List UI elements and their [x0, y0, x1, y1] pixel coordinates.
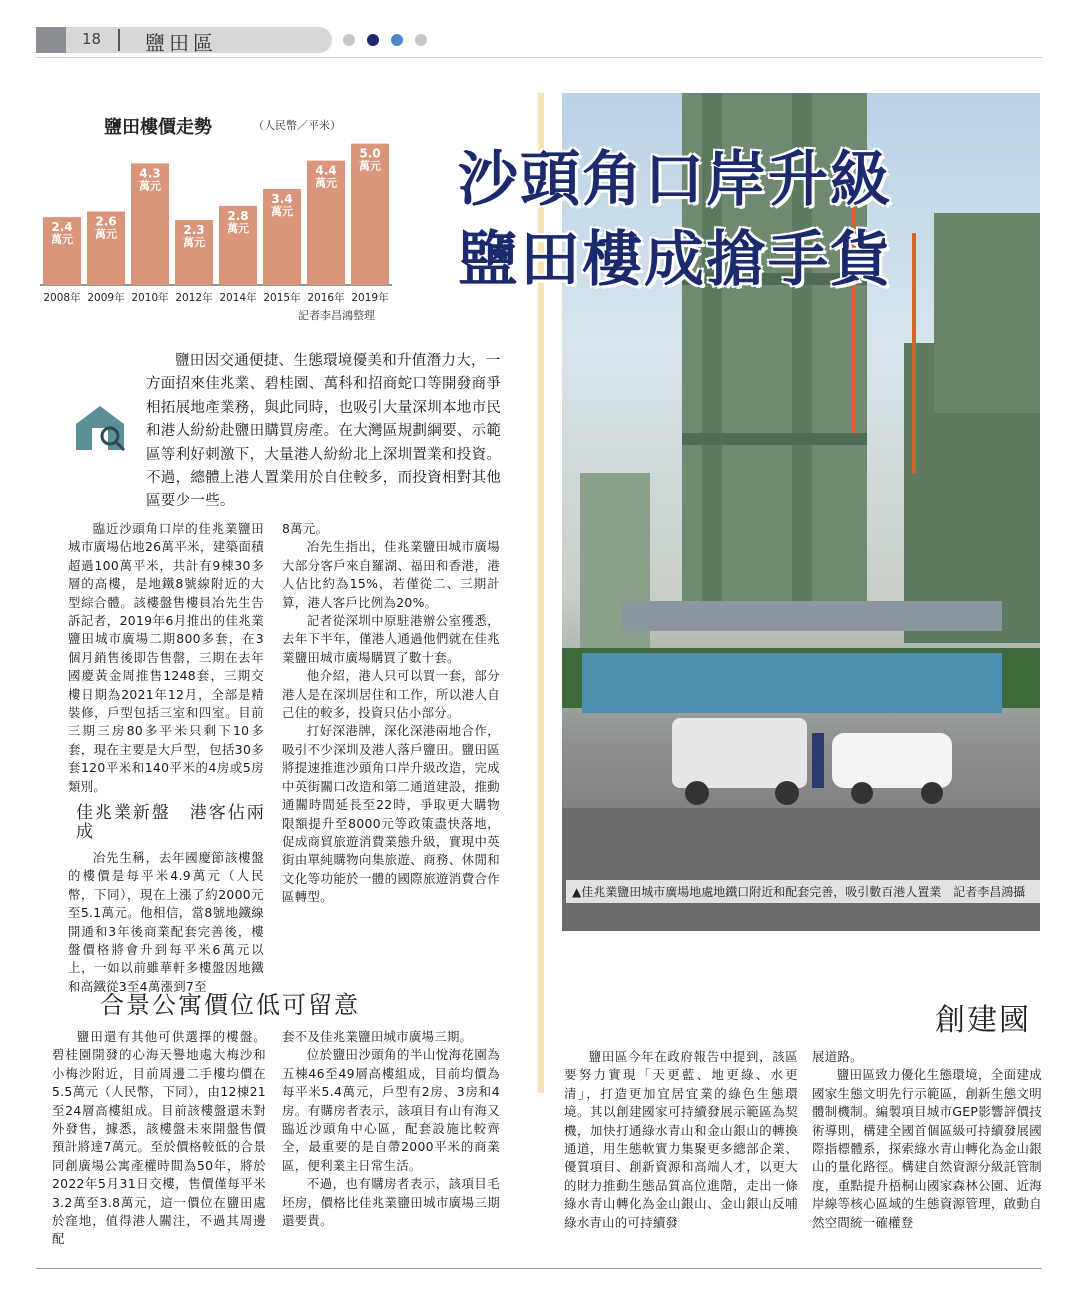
x-tick-label: 2012年 [175, 292, 213, 304]
bar-value-label: 2.3 [183, 222, 205, 237]
header-dot [391, 34, 403, 46]
x-tick-label: 2014年 [219, 292, 257, 304]
paragraph: 位於鹽田沙頭角的半山悅海花園為五棟46至49層高樓組成，目前均價為每平米5.4萬元，戶型有2房、3房和4房。有購房者表示，該項目有山有海又臨近沙頭角中心區，配套設施比較齊全，最重要的是自帶2000平米的商業區，便利業主日常生活。 [282, 1047, 500, 1173]
section-2-column-1 [52, 1028, 266, 1249]
bar-value-label: 萬元 [95, 227, 117, 241]
bar-value-label: 萬元 [51, 233, 73, 247]
paragraph: 打好深港牌，深化深港兩地合作，吸引不少深圳及港人落戶鹽田。鹽田區將提速推進沙頭角口岸升級改造，完成中英街關口改造和第二通道建設，推動通關時間延長至22時，爭取更大購物限額提升至8000元等政策盡快落地，促成商貿旅遊消費業態升級，實現中英街由單純購物向集旅遊、商務、休閒和文化等功能於一體的國際旅遊消費合作區轉型。 [282, 723, 500, 905]
page-number: 18 [82, 30, 102, 48]
section-2-column-2 [282, 1028, 500, 1230]
chart-unit: （人民幣／平米） [253, 119, 341, 132]
paragraph: 冶先生稱，去年國慶節該樓盤的樓價是每平米4.9萬元（人民幣，下同），現在上漲了約2000元至5.1萬元。他相信，當8號地鐵線開通和3年後商業配套完善後，樓盤價格將會升到每平米6萬元以上，一如以前雖華軒多樓盤因地鐵和高鐵從3至4萬漲到7至 [68, 849, 264, 994]
price-trend-chart [38, 130, 398, 310]
header-tab [36, 27, 66, 53]
bar-value-label: 2.4 [51, 220, 73, 235]
section-2-title: 合景公寓價位低可留意 [100, 991, 360, 1019]
intro-paragraph: 鹽田因交通便捷、生態環境優美和升值潛力大，一方面招來佳兆業、碧桂園、萬科和招商蛇口等開發商爭相拓展地產業務，與此同時，也吸引大量深圳本地市民和港人紛紛赴鹽田購買房產。在大灣區規劃綱要、示範區等利好刺激下，大量港人紛紛北上深圳置業和投資。不過，總體上港人置業用於自住較多，而投資相對其他區要少一些。 [146, 353, 502, 510]
chart-credit: 記者李昌鴻整理 [298, 309, 375, 322]
photo-caption: ▲佳兆業鹽田城市廣場地處地鐵口附近和配套完善，吸引數百港人置業 記者李昌鴻攝 [566, 880, 1040, 903]
bar-value-label: 4.3 [139, 166, 161, 181]
bar-value-label: 2.8 [227, 208, 249, 223]
paragraph: 不過，也有購房者表示，該項目毛坯房，價格比佳兆業鹽田城市廣場三期還要貴。 [282, 1176, 500, 1229]
x-tick-label: 2015年 [263, 292, 301, 304]
bottom-rule [36, 1268, 1042, 1269]
bar-value-label: 3.4 [271, 191, 293, 206]
paragraph: 冶先生指出，佳兆業鹽田城市廣場大部分客戶來自羅湖、福田和香港，港人佔比約為15%，若僅從二、三期計算，港人客戶比例為20%。 [282, 539, 500, 610]
paragraph: 他介紹，港人只可以買一套，部分港人是在深圳居住和工作，所以港人自己住的較多，投資只佔小部分。 [282, 668, 500, 721]
section-3-column-1 [564, 1048, 798, 1232]
bar-value-label: 4.4 [315, 163, 337, 178]
bar-value-label: 萬元 [315, 176, 337, 190]
section-3-title: 創建國 [935, 1003, 1031, 1038]
chart-title: 鹽田樓價走勢 [104, 117, 212, 138]
x-tick-label: 2010年 [131, 292, 169, 304]
subheading: 佳兆業新盤 港客佔兩成 [76, 803, 264, 842]
section-3-column-2 [812, 1048, 1042, 1232]
article-column-2 [282, 520, 500, 907]
house-icon [72, 398, 128, 458]
article-column-1 [68, 520, 264, 996]
bar-value-label: 萬元 [227, 221, 249, 235]
headline [458, 140, 892, 300]
headline-line-1: 沙頭角口岸升級 [458, 145, 892, 215]
header-dot [415, 34, 427, 46]
x-tick-label: 2009年 [87, 292, 125, 304]
header-dot [367, 34, 379, 46]
bar-value-label: 萬元 [183, 235, 205, 249]
section-title: 鹽田區 [145, 31, 217, 55]
bar-value-label: 5.0 [359, 146, 381, 161]
paragraph: 記者從深圳中原駐港辦公室獲悉，去年下半年，僅港人通過他們就在佳兆業鹽田城市廣場購買了數十套。 [282, 613, 500, 665]
paragraph: 套不及佳兆業鹽田城市廣場三期。 [282, 1029, 473, 1044]
paragraph: 展道路。 [812, 1049, 863, 1064]
headline-line-2: 鹽田樓成搶手貨 [458, 225, 892, 295]
header-dot [343, 34, 355, 46]
top-rule [36, 57, 1042, 58]
x-tick-label: 2016年 [307, 292, 345, 304]
paragraph: 鹽田區致力優化生態環境，全面建成國家生態文明先行示範區，創新生態文明體制機制。編製項目城市GEP影響評價技術導則，構建全國首個區級可持續發展國際指標體系，探索綠水青山轉化為金山銀山的量化路徑。構建自然資源分級託管制度，重點提升梧桐山國家森林公園、近海岸線等核心區域的生態資源管理，啟動自然空間統一確權登 [812, 1067, 1042, 1230]
bar-value-label: 萬元 [359, 159, 381, 173]
bar-value-label: 萬元 [271, 204, 293, 218]
x-tick-label: 2019年 [351, 292, 389, 304]
paragraph: 鹽田還有其他可供選擇的樓盤。碧桂園開發的心海天譽地處大梅沙和小梅沙附近，目前周邊二手樓均價在5.5萬元（人民幣，下同），由12棟21至24層高樓組成。目前該樓盤還未對外發售，據悉，該樓盤未來開盤售價預計將達7萬元。至於價格較低的合景同創廣場公寓產權時間為50年，將於2022年5月31日交樓，售價僅每平米3.2萬至3.8萬元，這一價位在鹽田處於窪地，值得港人關注，不過其周邊配 [52, 1029, 266, 1247]
paragraph: 鹽田區今年在政府報告中提到，該區要努力實現「天更藍、地更綠、水更清」，打造更加宜居宜業的綠色生態環境。其以創建國家可持續發展示範區為契機，加快打通綠水青山和金山銀山的轉換通道，用生態軟實力集聚更多總部企業、優質項目、創新資源和高端人才，以更大的財力推動生態品質高位進階，走出一條綠水青山轉化為金山銀山、金山銀山反哺綠水青山的可持續發 [564, 1049, 798, 1230]
paragraph: 8萬元。 [282, 521, 329, 536]
bar-value-label: 2.6 [95, 214, 117, 229]
header-divider [118, 29, 120, 51]
bar-value-label: 萬元 [139, 179, 161, 193]
x-tick-label: 2008年 [43, 292, 81, 304]
paragraph: 臨近沙頭角口岸的佳兆業鹽田城市廣場佔地26萬平米，建築面積超過100萬平米，共計有9棟30多層的高樓，是地鐵8號線附近的大型綜合體。該樓盤售樓員冶先生告訴記者，2019年6月推出的佳兆業鹽田城市廣場二期800多套，在3個月銷售後即告售罄，三期在去年國慶黃金周推售1248套，三期交樓日期為2021年12月，全部是精裝修，戶型包括三室和四室。目前三期三房80多平米只剩下10多套，現在主要是大戶型，包括30多套120平米和140平米的4房或5房類別。 [68, 521, 264, 794]
